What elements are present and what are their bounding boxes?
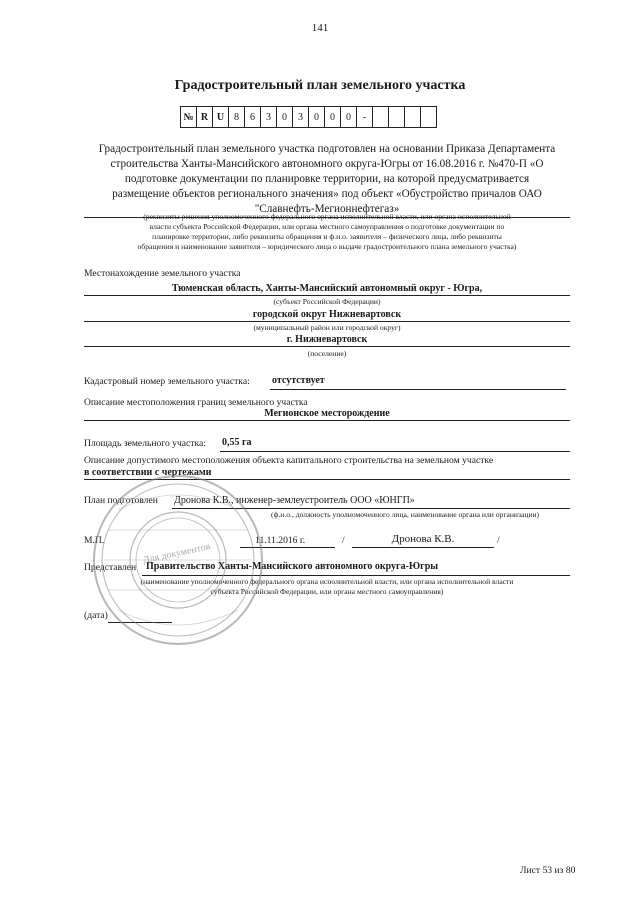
requisites-line: планировке территории, либо реквизиты обращения и ф.и.о. заявителя – физического лица, либо реквизиты (152, 232, 502, 241)
number-cell: U (213, 107, 229, 128)
page-number: 141 (311, 22, 329, 34)
presented-label: Представлен (84, 562, 137, 573)
number-cell: 8 (229, 107, 245, 128)
placement-value: в соответствии с чертежами (84, 467, 212, 478)
location-label: Местонахождение земельного участка (84, 268, 241, 279)
number-cell: 0 (325, 107, 341, 128)
seal-icon (88, 470, 268, 650)
intro-line: подготовке документации по планировке территории, на которой предусматривается (124, 173, 530, 185)
presented-caption: (наименование уполномоченного федерального органа исполнительной власти, или органа исполнительной власти (140, 577, 514, 586)
prepared-label: План подготовлен (84, 495, 158, 506)
intro-line: строительства Ханты-Мансийского автономного округа-Югры от 16.08.2016 г. №470-П «О (110, 158, 544, 170)
number-cell (389, 107, 405, 128)
area-value: 0,55 га (222, 437, 252, 448)
settlement-caption: (поселение) (307, 349, 347, 358)
cadastral-label: Кадастровый номер земельного участка: (84, 376, 250, 387)
signature-name: Дронова К.В. (391, 533, 455, 545)
area-line (220, 439, 570, 452)
signature-slash: / (342, 535, 345, 546)
signature-slash: / (497, 535, 500, 546)
plan-number-table (180, 106, 437, 128)
sheet-number: Лист 53 (520, 865, 553, 876)
mp-label: М.П. (84, 535, 105, 546)
requisites-line: (реквизиты решения уполномоченного федерального органа исполнительной власти, или органа исполнительной (143, 212, 511, 221)
requisites-line: обращения и наименование заявителя – юридического лица о выдаче градостроительного плана земельного участка) (137, 242, 517, 251)
requisites-caption (84, 212, 570, 252)
plan-number-row (181, 107, 437, 128)
sheet-total: из 80 (554, 865, 576, 876)
number-cell: 6 (245, 107, 261, 128)
placement-label: Описание допустимого местоположения объекта капитального строительства на земельном участке (84, 455, 494, 466)
number-cell (405, 107, 421, 128)
borders-label: Описание местоположения границ земельного участка (84, 397, 308, 408)
intro-line: "Славнефть-Мегионнефтегаз» (84, 202, 570, 218)
district-caption: (муниципальный район или городской округ) (253, 323, 401, 332)
number-cell: № (181, 107, 197, 128)
number-cell: 0 (277, 107, 293, 128)
stamp-text: Для документов (141, 541, 212, 567)
requisites-line: власти субъекта Российской Федерации, или органа местного самоуправления о подготовке документации по (149, 222, 505, 231)
settlement-value: г. Нижневартовск (286, 334, 368, 345)
prepared-caption: (ф.и.о., должность уполномоченного лица, наименование органа или организации) (270, 510, 540, 519)
subject-value: Тюменская область, Ханты-Мансийский автономный округ - Югра, (171, 283, 483, 294)
number-cell (373, 107, 389, 128)
number-cell: 0 (309, 107, 325, 128)
sheet-footer (520, 865, 575, 876)
number-cell: 0 (341, 107, 357, 128)
presented-caption: субъекта Российской Федерации, или органа местного самоуправления) (210, 587, 444, 596)
presented-value: Правительство Ханты-Мансийского автономного округа-Югры (146, 561, 439, 572)
signature-date: 11.11.2016 г. (255, 535, 306, 546)
number-cell (421, 107, 437, 128)
date-label: (дата) (84, 610, 108, 621)
seal-stamp (88, 470, 268, 650)
area-label: Площадь земельного участка: (84, 438, 206, 449)
intro-line: размещение объектов регионального значения» под объект «Обустройство причалов ОАО (112, 188, 542, 200)
number-cell: 3 (293, 107, 309, 128)
number-cell: R (197, 107, 213, 128)
number-cell: - (357, 107, 373, 128)
borders-value: Мегионское месторождение (264, 408, 390, 419)
intro-line: Градостроительный план земельного участка подготовлен на основании Приказа Департамента (98, 143, 556, 155)
document-title: Градостроительный план земельного участка (174, 78, 466, 93)
number-cell: 3 (261, 107, 277, 128)
prepared-value: Дронова К.В., инженер-землеустроитель ООО «ЮНГП» (174, 495, 415, 506)
district-value: городской округ Нижневартовск (252, 309, 402, 320)
intro-paragraph (82, 142, 572, 218)
subject-caption: (субъект Российской Федерации) (273, 297, 381, 306)
cadastral-value: отсутствует (272, 375, 325, 386)
